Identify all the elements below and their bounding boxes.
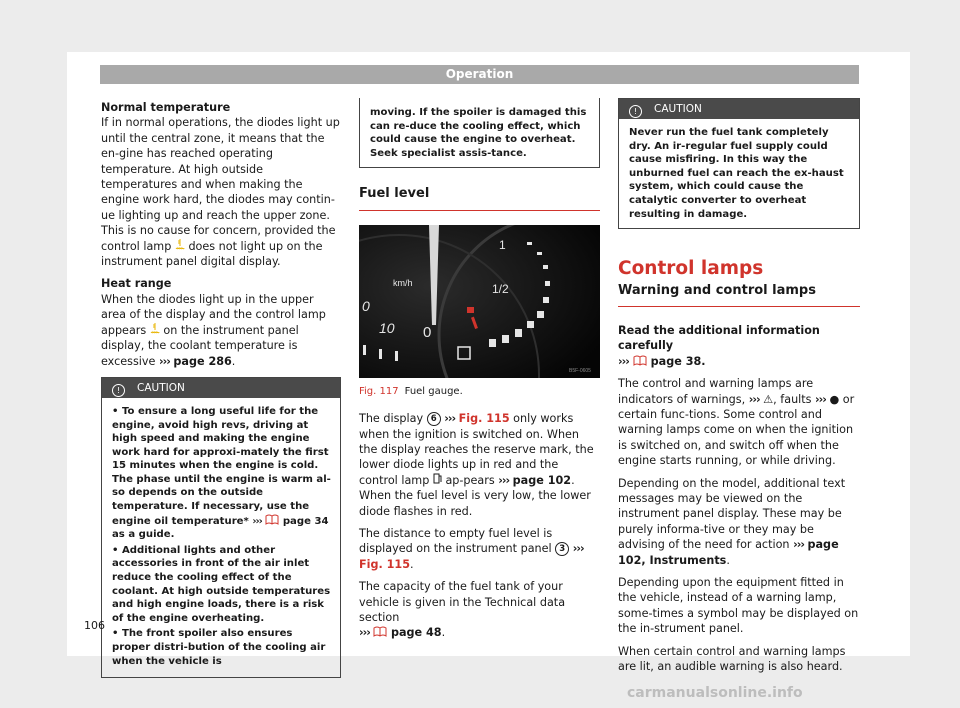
figure-ref-link[interactable]: Fig. 115: [458, 412, 510, 426]
paragraph-symbol-display: Depending upon the equipment fitted in the vehicle, instead of a warning lamp, some-times a symbol may be displayed on the in-strument panel.: [618, 576, 859, 636]
fuel-pump-icon: [433, 474, 442, 487]
paragraph-fuel-capacity: The capacity of the fuel tank of your vehicle is given in the Technical data section ››› page 48.: [359, 580, 566, 640]
warning-triangle-icon: ⚠: [763, 392, 774, 406]
coolant-lamp-icon: [175, 240, 185, 253]
figure-caption: Fig. 117 Fuel gauge.: [359, 385, 463, 397]
paragraph-distance-to-empty: The distance to empty fuel level is displayed on the instrument panel 3 ››› Fig. 115.: [359, 527, 584, 571]
column-3: [618, 98, 860, 682]
section-title-control-lamps: Control lamps: [618, 258, 764, 280]
page-ref-link[interactable]: page 48: [390, 626, 442, 640]
coolant-lamp-icon: [150, 324, 160, 337]
section-title-fuel-level: Fuel level: [359, 184, 600, 210]
paragraph-control-lamps-intro: The control and warning lamps are indicators of warnings, ››› ⚠, faults ››› ● or certain func-tions. Some control and warning lamps come on when the ignition is switched on, and switch off when the engine starts running, or while driving.: [618, 377, 855, 468]
callout-6: 6: [427, 412, 441, 426]
caution-icon: !: [112, 384, 125, 397]
heading-normal-temperature: Normal temperature: [101, 101, 231, 114]
gauge-zero-label: 0: [362, 297, 370, 314]
read-additional-info: Read the additional information carefully ››› page 38.: [618, 323, 820, 368]
callout-3: 3: [555, 542, 569, 556]
page-ref-link[interactable]: page 102: [512, 473, 572, 487]
paragraph-audible-warning: When certain control and warning lamps are lit, an audible warning is also heard.: [618, 644, 846, 674]
watermark: carmanualsonline.info: [627, 685, 803, 701]
paragraph-text-messages: Depending on the model, additional text messages may be viewed on the instrument panel display. These may be purely informa-tive or they may be advising of the need for action ››› page 102, Instruments.: [618, 476, 846, 567]
caution-box-fuel: ! CAUTION Never run the fuel tank completely dry. An ir-regular fuel supply could cause misfiring. In this way the unburned fuel can reach the ex-haust system, which could cause the catalytic converter to overheat resulting in damage.: [618, 98, 860, 229]
gauge-digit-zero: 0: [423, 323, 432, 341]
paragraph-normal-temperature: If in normal operations, the diodes light up until the central zone, it means that the en-gine has reached operating temperature. At high outside temperatures and when making the engine work hard, the diodes may contin-ue lighting up and reach the upper zone. This is no cause for concern, provided the control lamp does not light up on the instrument panel digital display.: [101, 116, 340, 269]
page-header: Operation: [100, 65, 859, 84]
paragraph-fuel-display: The display 6 ››› Fig. 115 only works when the ignition is switched on. When the display reaches the reserve mark, the lower diode lights up in red and the control lamp ap-pears ››› page 102. When the fuel level is very low, the lower diode flashes in red.: [359, 412, 594, 518]
figure-ref-link[interactable]: Fig. 115: [359, 557, 410, 571]
page-ref-link[interactable]: page 102, Instruments: [618, 538, 839, 567]
gauge-kmh-label: km/h: [393, 277, 413, 288]
paragraph-heat-range: When the diodes light up in the upper area of the display and the control lamp appears on the instrument panel display, the coolant temperature is excessive ››› page 286.: [101, 292, 326, 368]
caution-bullet: • Additional lights and other accessories in front of the air inlet reduce the cooling effect of the coolant. At high outside temperatures and high engine loads, there is a risk of the engine overheating.: [112, 544, 331, 624]
figure-code: B5F-0605: [569, 367, 591, 374]
gauge-ten-label: 10: [379, 319, 395, 336]
gauge-half-label: 1/2: [492, 281, 509, 296]
heading-heat-range: Heat range: [101, 277, 172, 291]
fuel-gauge-figure: [359, 225, 600, 378]
page-ref-link[interactable]: page 38: [650, 354, 702, 368]
caution-bullet: • The front spoiler also ensures proper distri-bution of the cooling air when the vehicle is: [112, 628, 326, 667]
caution-bullet: • To ensure a long useful life for the engine, avoid high revs, driving at high speed and making the engine work hard for approxi-mately the first 15 minutes when the engine is cold. The phase until the engine is warm al-so depends on the outside temperature. If necessary, use the engine oil temperature* ››› page 34 as a guide.: [112, 405, 331, 541]
ref-arrows: ›››: [158, 354, 170, 368]
fuel-gauge-image: [359, 225, 600, 378]
caution-box-engine: ! CAUTION • To ensure a long useful life for the engine, avoid high revs, driving at high speed and making the engine work hard for approxi-mately the first 15 minutes when the engine is cold. The phase until the engine is warm al-so depends on the outside temperature. If necessary, use the engine oil temperature* ››› page 34 as a guide. • Additional lights and other accessories in front of the air inlet reduce the cooling effect of the coolant. At high outside temperatures and high engine loads, there is a risk of the engine overheating. • The front spoiler also ensures proper distri-bution of the cooling air when the vehicle is: [101, 377, 341, 678]
page-number: 106: [84, 619, 105, 632]
book-icon: [265, 516, 279, 527]
page-ref-link[interactable]: page 286: [173, 354, 232, 368]
column-2: [359, 98, 600, 648]
page-ref-link[interactable]: page 34: [282, 515, 329, 527]
gauge-one-label: 1: [499, 237, 506, 252]
caution-box-continued: moving. If the spoiler is damaged this can re-duce the cooling effect, which could cause the engine to overheat. Seek specialist assis-tance.: [359, 98, 600, 168]
caution-icon: !: [629, 105, 642, 118]
section-subtitle-warning-lamps: Warning and control lamps: [618, 283, 860, 307]
book-icon: [373, 626, 387, 639]
book-icon: [633, 355, 647, 368]
info-circle-icon: ●: [829, 392, 840, 406]
column-1: [101, 100, 341, 678]
